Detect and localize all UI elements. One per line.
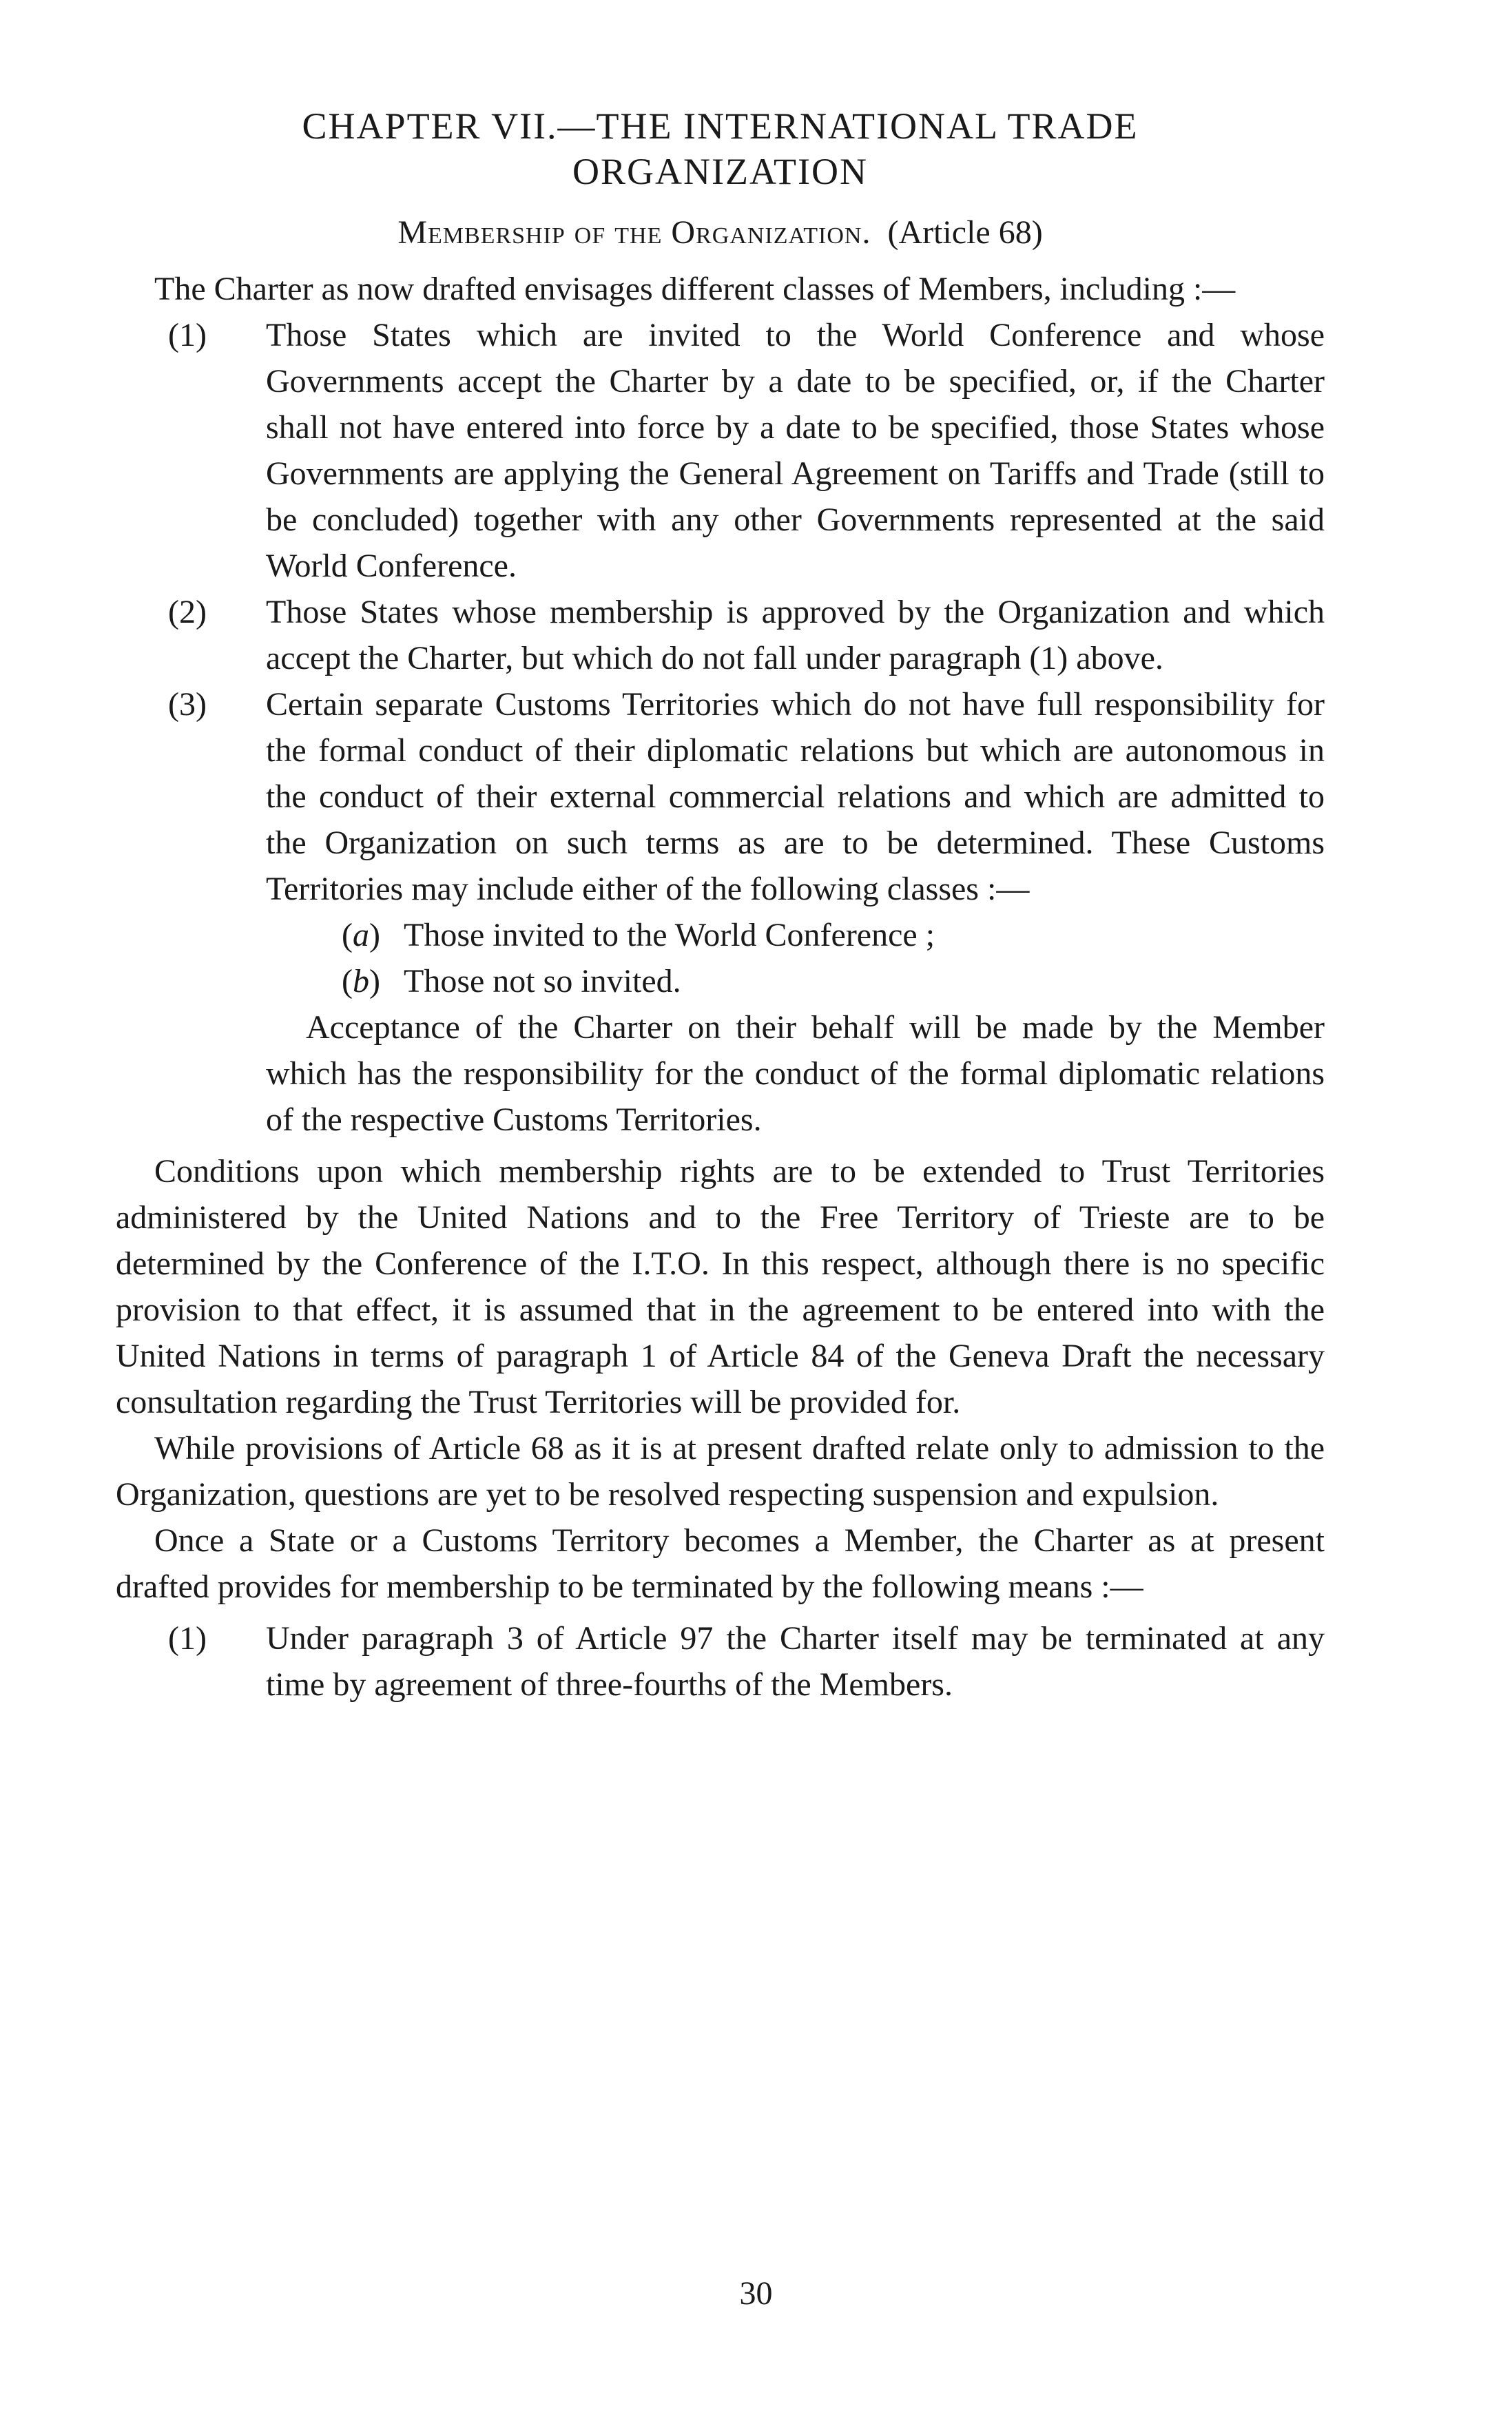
item-number: (1)	[168, 317, 207, 353]
intro-paragraph: The Charter as now drafted envisages different classes of Members, including :—	[154, 271, 1236, 307]
item-number: (2)	[168, 594, 207, 630]
member-class-item	[116, 589, 1325, 681]
sub-item-letter: (b)	[342, 963, 380, 999]
item-text: Certain separate Customs Territories which do not have full responsibility for the formal conduct of their diplomatic relations but which are autonomous in the conduct of their external commercial relations and which are admitted to the Organization on such terms as are to be determined. These Customs Territories may include either of the following classes :—	[266, 686, 1325, 907]
chapter-title	[116, 103, 1325, 194]
termination-item	[116, 1615, 1325, 1708]
sub-item-text: Those not so invited.	[404, 963, 681, 999]
acceptance-paragraph: Acceptance of the Charter on their behalf will be made by the Member which has the responsibility for the conduct of the formal diplomatic relations of the respective Customs Territories.	[266, 1009, 1325, 1138]
sub-class-item	[116, 958, 1325, 1004]
item-text: Those States which are invited to the World Conference and whose Governments accept the Charter by a date to be specified, or, if the Charter shall not have entered into force by a date to be specified, those States whose Governments are applying the General Agreement on Tariffs and Trade (still to be concluded) together with any other Governments represented at the said World Conference.	[266, 317, 1325, 584]
section-heading	[116, 212, 1325, 253]
sub-item-text: Those invited to the World Conference ;	[404, 917, 935, 953]
while-paragraph: While provisions of Article 68 as it is at present drafted relate only to admission to the Organization, questions are yet to be resolved respecting suspension and expulsion.	[116, 1430, 1325, 1513]
conditions-paragraph: Conditions upon which membership rights are to be extended to Trust Territories administered by the United Nations and to the Free Territory of Trieste are to be determined by the Conference of the I.T.O. In this respect, although there is no specific provision to that effect, it is assumed that in the agreement to be entered into with the United Nations in terms of paragraph 1 of Article 84 of the Geneva Draft the necessary consultation regarding the Trust Territories will be provided for.	[116, 1153, 1325, 1420]
member-class-item	[116, 681, 1325, 912]
page-number: 30	[739, 2275, 773, 2312]
once-paragraph: Once a State or a Customs Territory becomes a Member, the Charter as at present drafted provides for membership to be terminated by the following means :—	[116, 1522, 1325, 1605]
item-text: Those States whose membership is approved by the Organization and which accept the Charter, but which do not fall under paragraph (1) above.	[266, 594, 1325, 676]
item-text: Under paragraph 3 of Article 97 the Charter itself may be terminated at any time by agreement of three-fourths of the Members.	[266, 1620, 1325, 1703]
item-number: (3)	[168, 686, 207, 723]
section-heading-article: (Article 68)	[887, 214, 1043, 251]
member-class-item	[116, 312, 1325, 589]
sub-item-letter: (a)	[342, 917, 380, 953]
item-number: (1)	[168, 1620, 207, 1657]
section-heading-title: Membership of the Organization.	[397, 214, 871, 251]
document-page	[116, 103, 1325, 1708]
sub-class-item	[116, 912, 1325, 958]
chapter-title-line1: CHAPTER VII.—THE INTERNATIONAL TRADE	[302, 105, 1139, 147]
chapter-title-line2: ORGANIZATION	[572, 151, 868, 192]
